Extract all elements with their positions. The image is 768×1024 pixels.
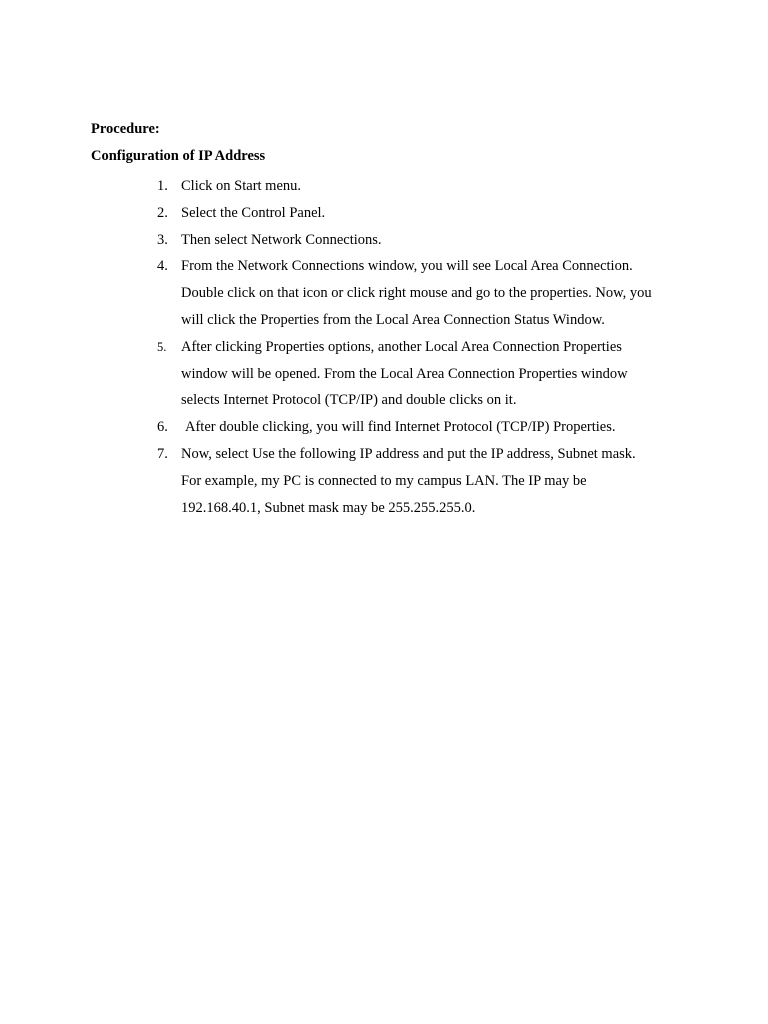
step-text: After double clicking, you will find Internet Protocol (TCP/IP) Properties.: [185, 419, 616, 436]
step-text-line: selects Internet Protocol (TCP/IP) and double clicks on it.: [181, 392, 517, 409]
step-number: 6.: [157, 419, 168, 436]
step-number: 5.: [157, 339, 167, 354]
procedure-heading: Procedure:: [91, 121, 160, 137]
step-5: [157, 334, 697, 414]
step-text-line: From the Network Connections window, you will see Local Area Connection.: [181, 258, 633, 275]
step-2: [157, 200, 697, 227]
step-number: 1.: [157, 178, 168, 194]
step-number: 7.: [157, 445, 168, 462]
step-1: [157, 173, 697, 200]
step-text-line: Now, select Use the following IP address and put the IP address, Subnet mask.: [181, 445, 636, 462]
step-text-line: After clicking Properties options, another Local Area Connection Properties: [181, 338, 622, 355]
step-text-line: Double click on that icon or click right mouse and go to the properties. Now, you: [181, 285, 652, 302]
step-text: Select the Control Panel.: [181, 204, 326, 221]
step-6: [157, 414, 697, 441]
step-3: [157, 227, 697, 254]
step-text: Then select Network Connections.: [181, 231, 382, 248]
step-number: 2.: [157, 204, 168, 221]
step-text-line: For example, my PC is connected to my campus LAN. The IP may be: [181, 472, 587, 489]
step-7: [157, 441, 697, 521]
procedure-steps-list: [157, 173, 697, 521]
step-text: Click on Start menu.: [181, 178, 302, 194]
step-4: [157, 253, 697, 333]
step-text-line: will click the Properties from the Local Area Connection Status Window.: [181, 311, 605, 328]
step-text-line: window will be opened. From the Local Area Connection Properties window: [181, 365, 628, 382]
step-number: 3.: [157, 231, 168, 248]
section-heading: Configuration of IP Address: [91, 148, 266, 164]
step-number: 4.: [157, 258, 168, 275]
step-text-line: 192.168.40.1, Subnet mask may be 255.255.255.0.: [181, 499, 476, 516]
